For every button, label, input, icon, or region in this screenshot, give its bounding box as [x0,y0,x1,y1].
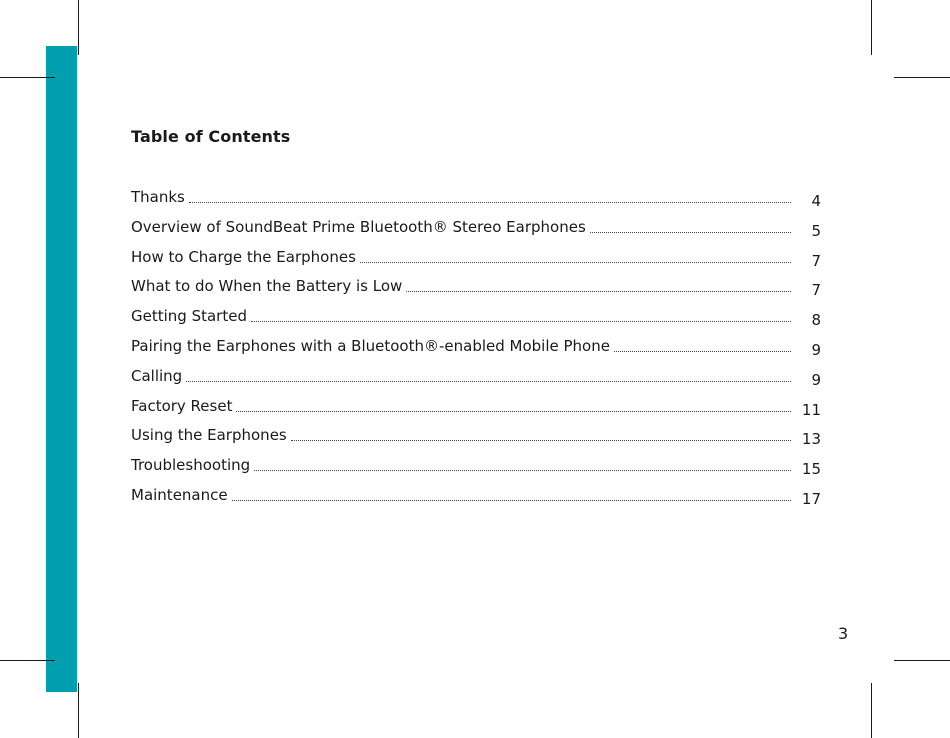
toc-entry[interactable] [131,246,821,276]
toc-entry-page: 8 [811,311,821,330]
toc-entry[interactable] [131,424,821,454]
dot-leader [186,365,791,382]
toc-entry-label: Pairing the Earphones with a Bluetooth®-enabled Mobile Phone [131,336,610,355]
toc-heading: Table of Contents [131,127,291,146]
toc-entry[interactable] [131,186,821,216]
toc-list [131,186,821,514]
toc-entry-page: 15 [801,460,821,479]
dot-leader [254,454,791,471]
accent-sidebar-bar [46,46,77,692]
toc-entry-label: Troubleshooting [131,456,251,475]
toc-entry[interactable] [131,305,821,335]
crop-mark-bottom-right-horizontal [894,660,950,661]
toc-entry-page: 11 [801,400,821,419]
dot-leader [189,186,791,203]
toc-entry-label: What to do When the Battery is Low [131,277,403,296]
toc-entry[interactable] [131,484,821,514]
toc-entry[interactable] [131,365,821,395]
crop-mark-bottom-right [871,683,872,738]
page-number: 3 [838,624,849,643]
toc-entry[interactable] [131,454,821,484]
toc-entry-label: Overview of SoundBeat Prime Bluetooth® Stereo Earphones [131,217,586,236]
toc-entry-page: 5 [811,221,821,240]
crop-mark-top-left [78,0,79,55]
dot-leader [236,395,791,412]
toc-entry-label: Factory Reset [131,396,233,415]
dot-leader [614,335,791,352]
crop-mark-top-left-horizontal [0,77,55,78]
toc-entry[interactable] [131,335,821,365]
toc-entry-page: 7 [811,281,821,300]
toc-entry-label: Calling [131,366,183,385]
toc-entry[interactable] [131,275,821,305]
dot-leader [590,216,791,233]
toc-entry[interactable] [131,216,821,246]
toc-entry-page: 13 [801,430,821,449]
crop-mark-bottom-left [78,683,79,738]
dot-leader [360,246,791,263]
toc-entry-page: 17 [801,489,821,508]
toc-entry-page: 4 [811,192,821,210]
crop-mark-top-right [871,0,872,55]
toc-entry-page: 9 [811,340,821,359]
toc-entry-page: 9 [811,370,821,389]
toc-entry-label: How to Charge the Earphones [131,247,356,266]
crop-mark-top-right-horizontal [894,77,950,78]
toc-entry-label: Getting Started [131,307,247,326]
dot-leader [232,484,791,501]
dot-leader [251,305,791,322]
toc-entry[interactable] [131,395,821,425]
toc-entry-label: Thanks [131,188,185,206]
toc-entry-label: Maintenance [131,485,228,504]
dot-leader [291,424,791,441]
dot-leader [406,275,791,292]
toc-entry-label: Using the Earphones [131,426,287,445]
crop-mark-bottom-left-horizontal [0,660,55,661]
toc-entry-page: 7 [811,251,821,270]
